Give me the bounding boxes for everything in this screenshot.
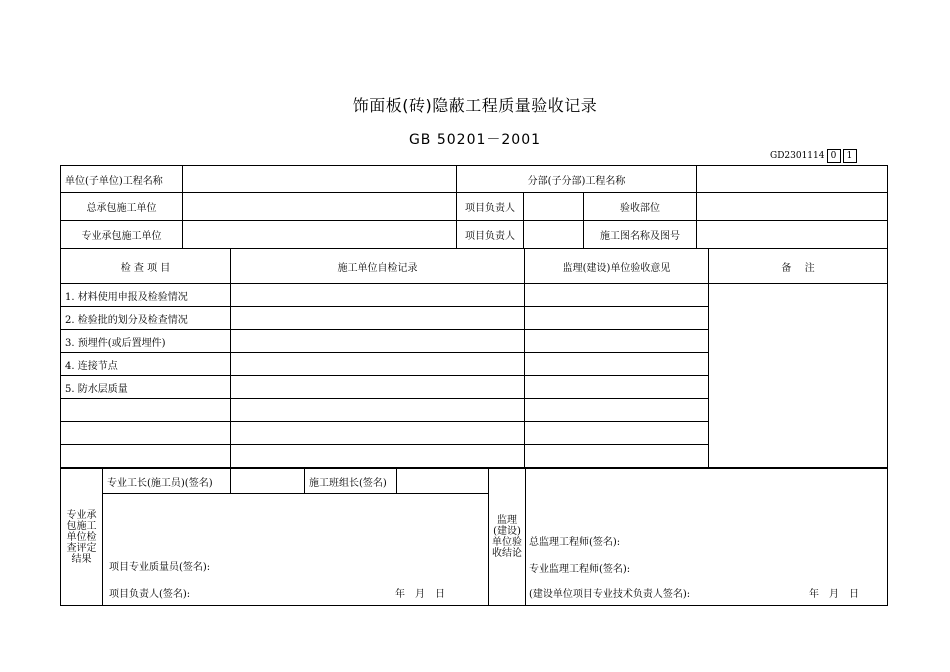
supervision-conclusion-label: 监理(建设)单位验收结论 <box>489 469 526 606</box>
conclusion-table <box>60 468 888 606</box>
form-code-prefix: GD2301114 <box>770 151 825 161</box>
check-item-blank-3[interactable] <box>61 445 231 468</box>
check-item-4: 4. 连接节点 <box>61 353 231 376</box>
header-table <box>60 165 888 249</box>
form-code-box-2: 1 <box>843 149 857 163</box>
supervision-cell-5[interactable] <box>525 376 709 399</box>
field-unit-project-name[interactable] <box>183 166 457 193</box>
supervision-cell-2[interactable] <box>525 307 709 330</box>
self-check-cell-5[interactable] <box>231 376 525 399</box>
self-check-cell-6[interactable] <box>231 399 525 422</box>
label-supervisor: 专业监理工程师(签名): <box>529 564 631 575</box>
form-code-box-1: 0 <box>827 149 841 163</box>
field-sub-project-name[interactable] <box>697 166 888 193</box>
label-team-leader: 施工班组长(签名) <box>305 469 397 494</box>
supervision-cell-6[interactable] <box>525 399 709 422</box>
self-check-cell-8[interactable] <box>231 445 525 468</box>
label-chief-supervisor: 总监理工程师(签名): <box>529 537 621 548</box>
label-foreman: 专业工长(施工员)(签名) <box>103 469 231 494</box>
check-item-2: 2. 检验批的划分及检查情况 <box>61 307 231 330</box>
field-project-manager-2[interactable] <box>524 221 584 249</box>
form-code <box>770 149 857 163</box>
label-acceptance-part: 验收部位 <box>584 193 697 221</box>
label-specialty-contractor: 专业承包施工单位 <box>61 221 183 249</box>
supervision-conclusion-area[interactable] <box>526 469 888 606</box>
col-header-self-check: 施工单位自检记录 <box>231 249 525 284</box>
label-general-contractor: 总承包施工单位 <box>61 193 183 221</box>
label-sub-project-name: 分部(子分部)工程名称 <box>457 166 697 193</box>
self-check-cell-1[interactable] <box>231 284 525 307</box>
label-unit-project-name: 单位(子单位)工程名称 <box>61 166 183 193</box>
field-team-leader-sign[interactable] <box>397 469 489 494</box>
check-item-blank-1[interactable] <box>61 399 231 422</box>
supervision-cell-3[interactable] <box>525 330 709 353</box>
check-items-table <box>60 248 888 468</box>
supervision-cell-8[interactable] <box>525 445 709 468</box>
standard-code: GB 50201－2001 <box>408 132 542 148</box>
contractor-conclusion-area[interactable] <box>103 494 489 606</box>
col-header-items: 检 查 项 目 <box>61 249 231 284</box>
check-item-blank-2[interactable] <box>61 422 231 445</box>
self-check-cell-4[interactable] <box>231 353 525 376</box>
check-item-5: 5. 防水层质量 <box>61 376 231 399</box>
contractor-conclusion-label: 专业承包施工单位检查评定结果 <box>61 469 103 606</box>
col-header-remarks: 备 注 <box>709 249 888 284</box>
label-drawing-name-no: 施工图名称及图号 <box>584 221 697 249</box>
field-project-manager-1[interactable] <box>524 193 584 221</box>
date-left: 年 月 日 <box>395 589 445 600</box>
field-drawing-name-no[interactable] <box>697 221 888 249</box>
remarks-cell[interactable] <box>709 284 888 468</box>
col-header-supervision: 监理(建设)单位验收意见 <box>525 249 709 284</box>
field-specialty-contractor[interactable] <box>183 221 457 249</box>
page-title: 饰面板(砖)隐蔽工程质量验收记录 <box>352 96 598 115</box>
field-foreman-sign[interactable] <box>231 469 305 494</box>
check-item-3: 3. 预埋件(或后置埋件) <box>61 330 231 353</box>
supervision-cell-1[interactable] <box>525 284 709 307</box>
label-quality-inspector: 项目专业质量员(签名): <box>109 562 211 573</box>
supervision-cell-4[interactable] <box>525 353 709 376</box>
check-item-1: 1. 材料使用申报及检验情况 <box>61 284 231 307</box>
label-project-manager-2: 项目负责人 <box>457 221 524 249</box>
self-check-cell-2[interactable] <box>231 307 525 330</box>
label-project-manager-sign: 项目负责人(签名): <box>109 589 191 600</box>
date-right: 年 月 日 <box>809 589 859 600</box>
label-project-manager-1: 项目负责人 <box>457 193 524 221</box>
supervision-cell-7[interactable] <box>525 422 709 445</box>
label-owner-rep: (建设单位项目专业技术负责人签名): <box>529 589 691 600</box>
self-check-cell-7[interactable] <box>231 422 525 445</box>
field-acceptance-part[interactable] <box>697 193 888 221</box>
self-check-cell-3[interactable] <box>231 330 525 353</box>
field-general-contractor[interactable] <box>183 193 457 221</box>
